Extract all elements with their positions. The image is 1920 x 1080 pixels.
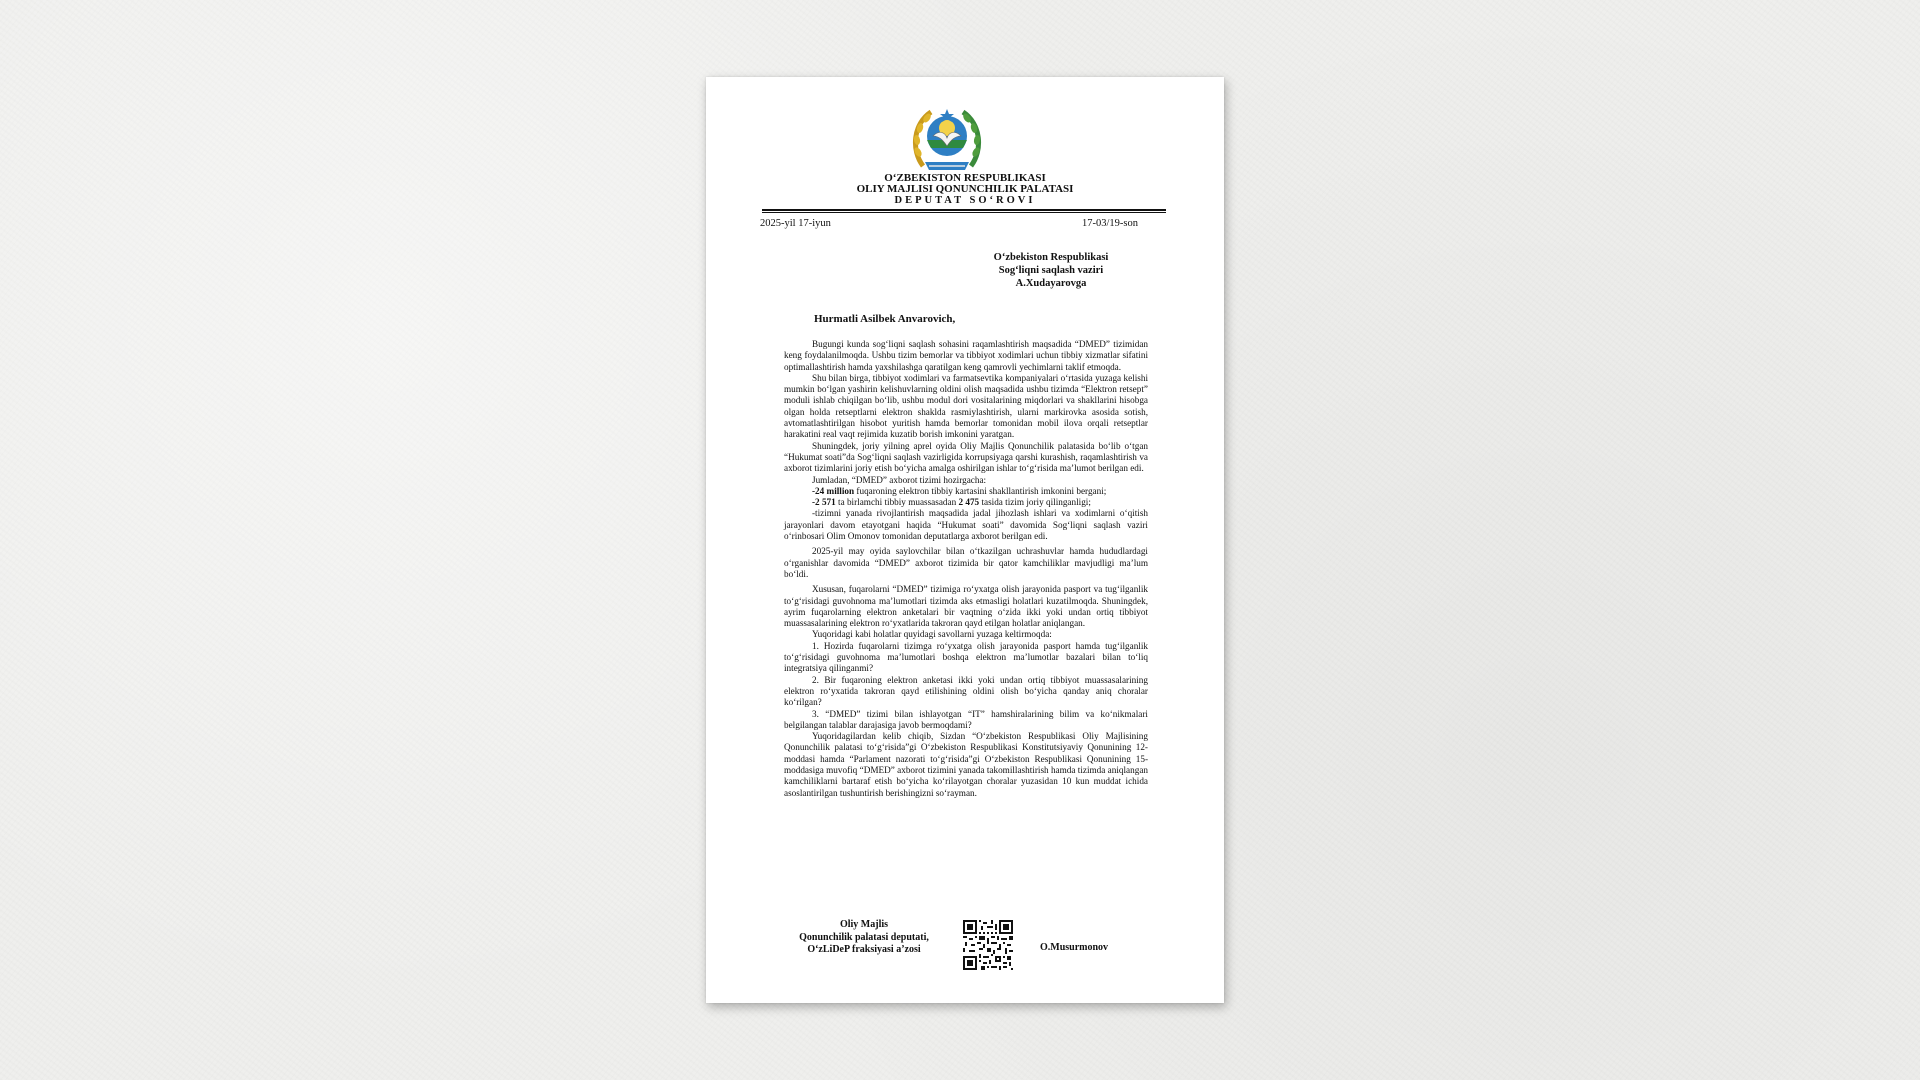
addressee-line-2: Sog‘liqni saqlash vaziri	[998, 265, 1104, 276]
body-paragraph-1: Bugungi kunda sog‘liqni saqlash sohasini raqamlashtirish maqsadida “DMED” tizimidan keng foydalanilmoqda. Ushbu tizim bemorlar va tibbiyot xodimlari uchun tibbiy xizmatlar sifatini optimallashtirish hamda yaxshilashga qaratilgan keng qamrovli yechimlarni taklif etmoqda.	[784, 339, 1148, 372]
salutation: Hurmatli Asilbek Anvarovich,	[814, 313, 956, 325]
state-emblem-icon	[909, 106, 985, 176]
signatory-title-line-1: Oliy Majlis	[839, 919, 889, 930]
signatory-title	[794, 919, 934, 957]
stat-24-million: -24 million	[812, 485, 855, 496]
stat-2475-text: tasida tizim joriy qilinganligi;	[979, 497, 1091, 508]
question-2: 2. Bir fuqaroning elektron anketasi ikki yoki undan ortiq tibbiyot muassasalarining elektron ro‘yxatida takroran qayd etilishining oldini olish bo‘yicha qanday aniq choralar ko‘rilgan?	[784, 674, 1148, 708]
header-divider-thick	[762, 209, 1166, 211]
stat-24-million-text: fuqaroning elektron tibbiy kartasini shakllantirish imkonini bergani;	[854, 485, 1107, 496]
signatory-title-line-2: Qonunchilik palatasi deputati,	[799, 931, 929, 943]
addressee-block	[991, 251, 1111, 290]
header-line-2: OLIY MAJLISI QONUNCHILIK PALATASI	[856, 183, 1074, 195]
body-paragraph-6	[784, 497, 1148, 508]
question-1: 1. Hozirda fuqarolarni tizimga ro‘yxatga olish jarayonida pasport hamda tug‘ilganlik to‘g‘risidagi guvohnoma ma’lumotlari boshqa elektron ma’lumotlar bazalari bilan to‘liq integratsiya qilinganmi?	[784, 640, 1148, 674]
document-page	[706, 77, 1224, 1003]
letter-body	[784, 339, 1148, 799]
stat-2571-text: ta birlamchi tibbiy muassasadan	[835, 497, 959, 508]
qr-code-icon	[961, 920, 1015, 970]
question-3: 3. “DMED” tizimi bilan ishlayotgan “IT” hamshiralarining bilim va ko‘nikmalari belgilangan talablar darajasiga javob bermoqdami?	[784, 708, 1148, 730]
header-divider-thin	[762, 212, 1166, 213]
stat-2475: 2 475	[958, 497, 980, 508]
body-paragraph-4: Jumladan, “DMED” axborot tizimi hozirgacha:	[812, 474, 987, 485]
document-date: 2025-yil 17-iyun	[760, 218, 831, 229]
body-paragraph-10: Yuqoridagi kabi holatlar quyidagi savollarni yuzaga keltirmoqda:	[812, 629, 1052, 640]
stat-2571: -2 571	[812, 497, 836, 508]
body-paragraph-5	[784, 486, 1148, 497]
addressee-line-1: O‘zbekiston Respublikasi	[993, 252, 1109, 263]
body-paragraph-request: Yuqoridagilardan kelib chiqib, Sizdan “O‘zbekiston Respublikasi Oliy Majlisining Qonunchilik palatasi to‘g‘risida”gi O‘zbekiston Respublikasi Konstitutsiyaviy Qonunining 12-moddasi hamda “Parlament nazorati to‘g‘risida”gi O‘zbekiston Respublikasi Qonunining 15-moddasiga muvofiq “DMED” axborot tizimini yanada takomillashtirish hamda tizimda aniqlangan kamchiliklarni bartaraf etish bo‘yicha ko‘rilayotgan choralar yuzasidan 10 kun muddat ichida asoslantirilgan tushuntirish berishingizni so‘rayman.	[784, 731, 1148, 798]
header-line-3: DEPUTAT SO‘ROVI	[894, 195, 1036, 206]
signatory-title-line-3: O‘zLiDeP fraksiyasi a’zosi	[807, 944, 921, 955]
body-paragraph-3: Shuningdek, joriy yilning aprel oyida Oliy Majlis Qonunchilik palatasida bo‘lib o‘tgan “Hukumat soati”da Sog‘liqni saqlash vazirligida korrupsiyaga qarshi kurashish, raqamlashtirish va axborot tizimlarini joriy etish bo‘yicha amalga oshirilgan ishlar to‘g‘risida ma’lumot berilgan edi.	[784, 440, 1148, 474]
body-paragraph-2: Shu bilan birga, tibbiyot xodimlari va farmatsevtika kompaniyalari o‘rtasida yuzaga kelishi mumkin bo‘lgan yashirin kelishuvlarning oldini olish maqsadida ushbu tizimda “Elektron retsept” moduli ishlab chiqilgan bo‘lib, ushbu modul dori vositalarining miqdorlari va shakllarini hisobga olgan holda retseptlarni elektron shaklda rasmiylashtirish, ularni markirovka asosida sotish, avtomatlashtirilgan hisobot yuritish hamda bemorlar tomonidan mobil ilova orqali retseptlar harakatini real vaqt rejimida kuzatib borish imkonini yaratgan.	[784, 372, 1148, 440]
signatory-name: O.Musurmonov	[1040, 942, 1109, 953]
addressee-line-3: A.Xudayarovga	[1015, 278, 1087, 289]
body-paragraph-8: 2025-yil may oyida saylovchilar bilan o‘tkazilgan uchrashuvlar hamda hududlardagi o‘rganishlar davomida “DMED” axborot tizimida bir qator kamchiliklar mavjudligi ma’lum bo‘ldi.	[784, 546, 1148, 579]
header-line-1: O‘ZBEKISTON RESPUBLIKASI	[884, 172, 1046, 184]
document-number: 17-03/19-son	[1082, 218, 1138, 229]
body-paragraph-7: -tizimni yanada rivojlantirish maqsadida jadal jihozlash ishlari va xodimlarni o‘qitish jarayonlari davom etayotgani haqida “Hukumat soati” davomida Sog‘liqni saqlash vaziri o‘rinbosari Olim Omonov tomonidan deputatlarga axborot berilgan edi.	[784, 508, 1148, 542]
body-paragraph-9: Xususan, fuqarolarni “DMED” tizimiga ro‘yxatga olish jarayonida pasport va tug‘ilganlik to‘g‘risidagi guvohnoma ma’lumotlari tizimda aks etmasligi holatlari kuzatilmoqda. Shuningdek, ayrim fuqarolarning elektron anketalari bir vaqtning o‘zida ikki yoki undan ortiq tibbiyot muassasalarining elektron ro‘yxatlarida takroran qayd etilgan holatlar aniqlangan.	[784, 584, 1148, 629]
